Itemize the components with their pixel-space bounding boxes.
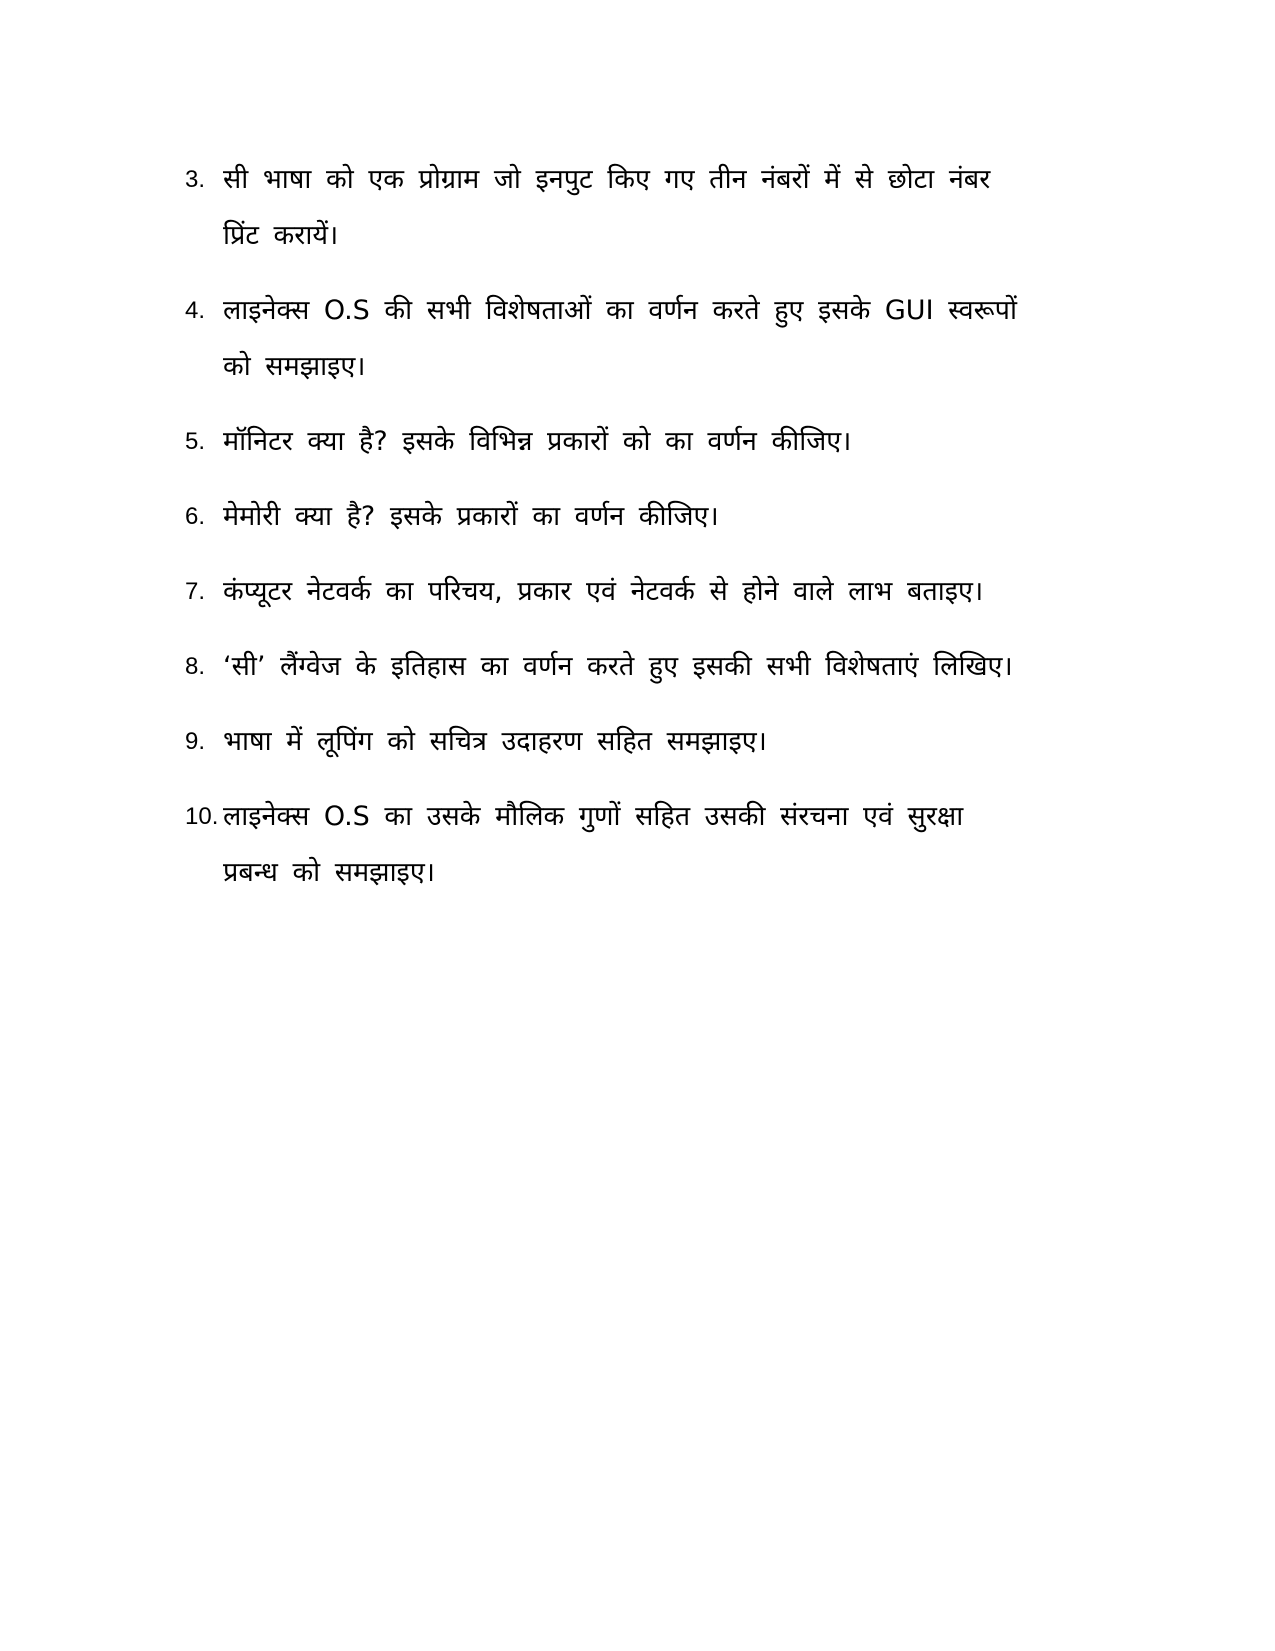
- question-line: मॉनिटर क्या है? इसके विभिन्न प्रकारों को का वर्णन कीजिए।: [223, 426, 852, 457]
- question-number: 8.: [185, 653, 206, 680]
- question-8: [185, 639, 1105, 695]
- question-number: 7.: [185, 578, 206, 605]
- question-4: [185, 283, 1105, 395]
- question-text: [223, 564, 1105, 620]
- question-5: [185, 414, 1105, 470]
- question-line: लाइनेक्स O.S की सभी विशेषताओं का वर्णन करते हुए इसके GUI स्वरूपों: [223, 295, 1017, 326]
- question-text: [223, 639, 1105, 695]
- question-number: 6.: [185, 503, 206, 530]
- question-list: [185, 152, 1105, 920]
- question-line: सी भाषा को एक प्रोग्राम जो इनपुट किए गए तीन नंबरों में से छोटा नंबर: [223, 164, 991, 195]
- question-3: [185, 152, 1105, 264]
- question-text: [223, 283, 1105, 395]
- question-7: [185, 564, 1105, 620]
- question-line: कंप्यूटर नेटवर्क का परिचय, प्रकार एवं नेटवर्क से होने वाले लाभ बताइए।: [223, 576, 984, 607]
- question-text: [223, 489, 1105, 545]
- question-line: लाइनेक्स O.S का उसके मौलिक गुणों सहित उसकी संरचना एवं सुरक्षा: [223, 801, 964, 832]
- question-number: 9.: [185, 728, 206, 755]
- question-line: भाषा में लूपिंग को सचित्र उदाहरण सहित समझाइए।: [223, 726, 767, 757]
- question-number: 3.: [185, 166, 206, 193]
- question-text: [223, 414, 1105, 470]
- question-text: [223, 714, 1105, 770]
- question-line: मेमोरी क्या है? इसके प्रकारों का वर्णन कीजिए।: [223, 501, 719, 532]
- question-number: 10.: [185, 803, 219, 830]
- question-6: [185, 489, 1105, 545]
- question-number: 5.: [185, 428, 206, 455]
- question-text: [223, 152, 1105, 264]
- question-line: प्रबन्ध को समझाइए।: [223, 857, 435, 888]
- question-10: [185, 789, 1105, 901]
- question-line: प्रिंट करायें।: [223, 220, 339, 251]
- question-line: को समझाइए।: [223, 351, 366, 382]
- question-number: 4.: [185, 297, 206, 324]
- question-text: [223, 789, 1105, 901]
- question-9: [185, 714, 1105, 770]
- question-line: ‘सी’ लैंग्वेज के इतिहास का वर्णन करते हुए इसकी सभी विशेषताएं लिखिए।: [223, 651, 1013, 682]
